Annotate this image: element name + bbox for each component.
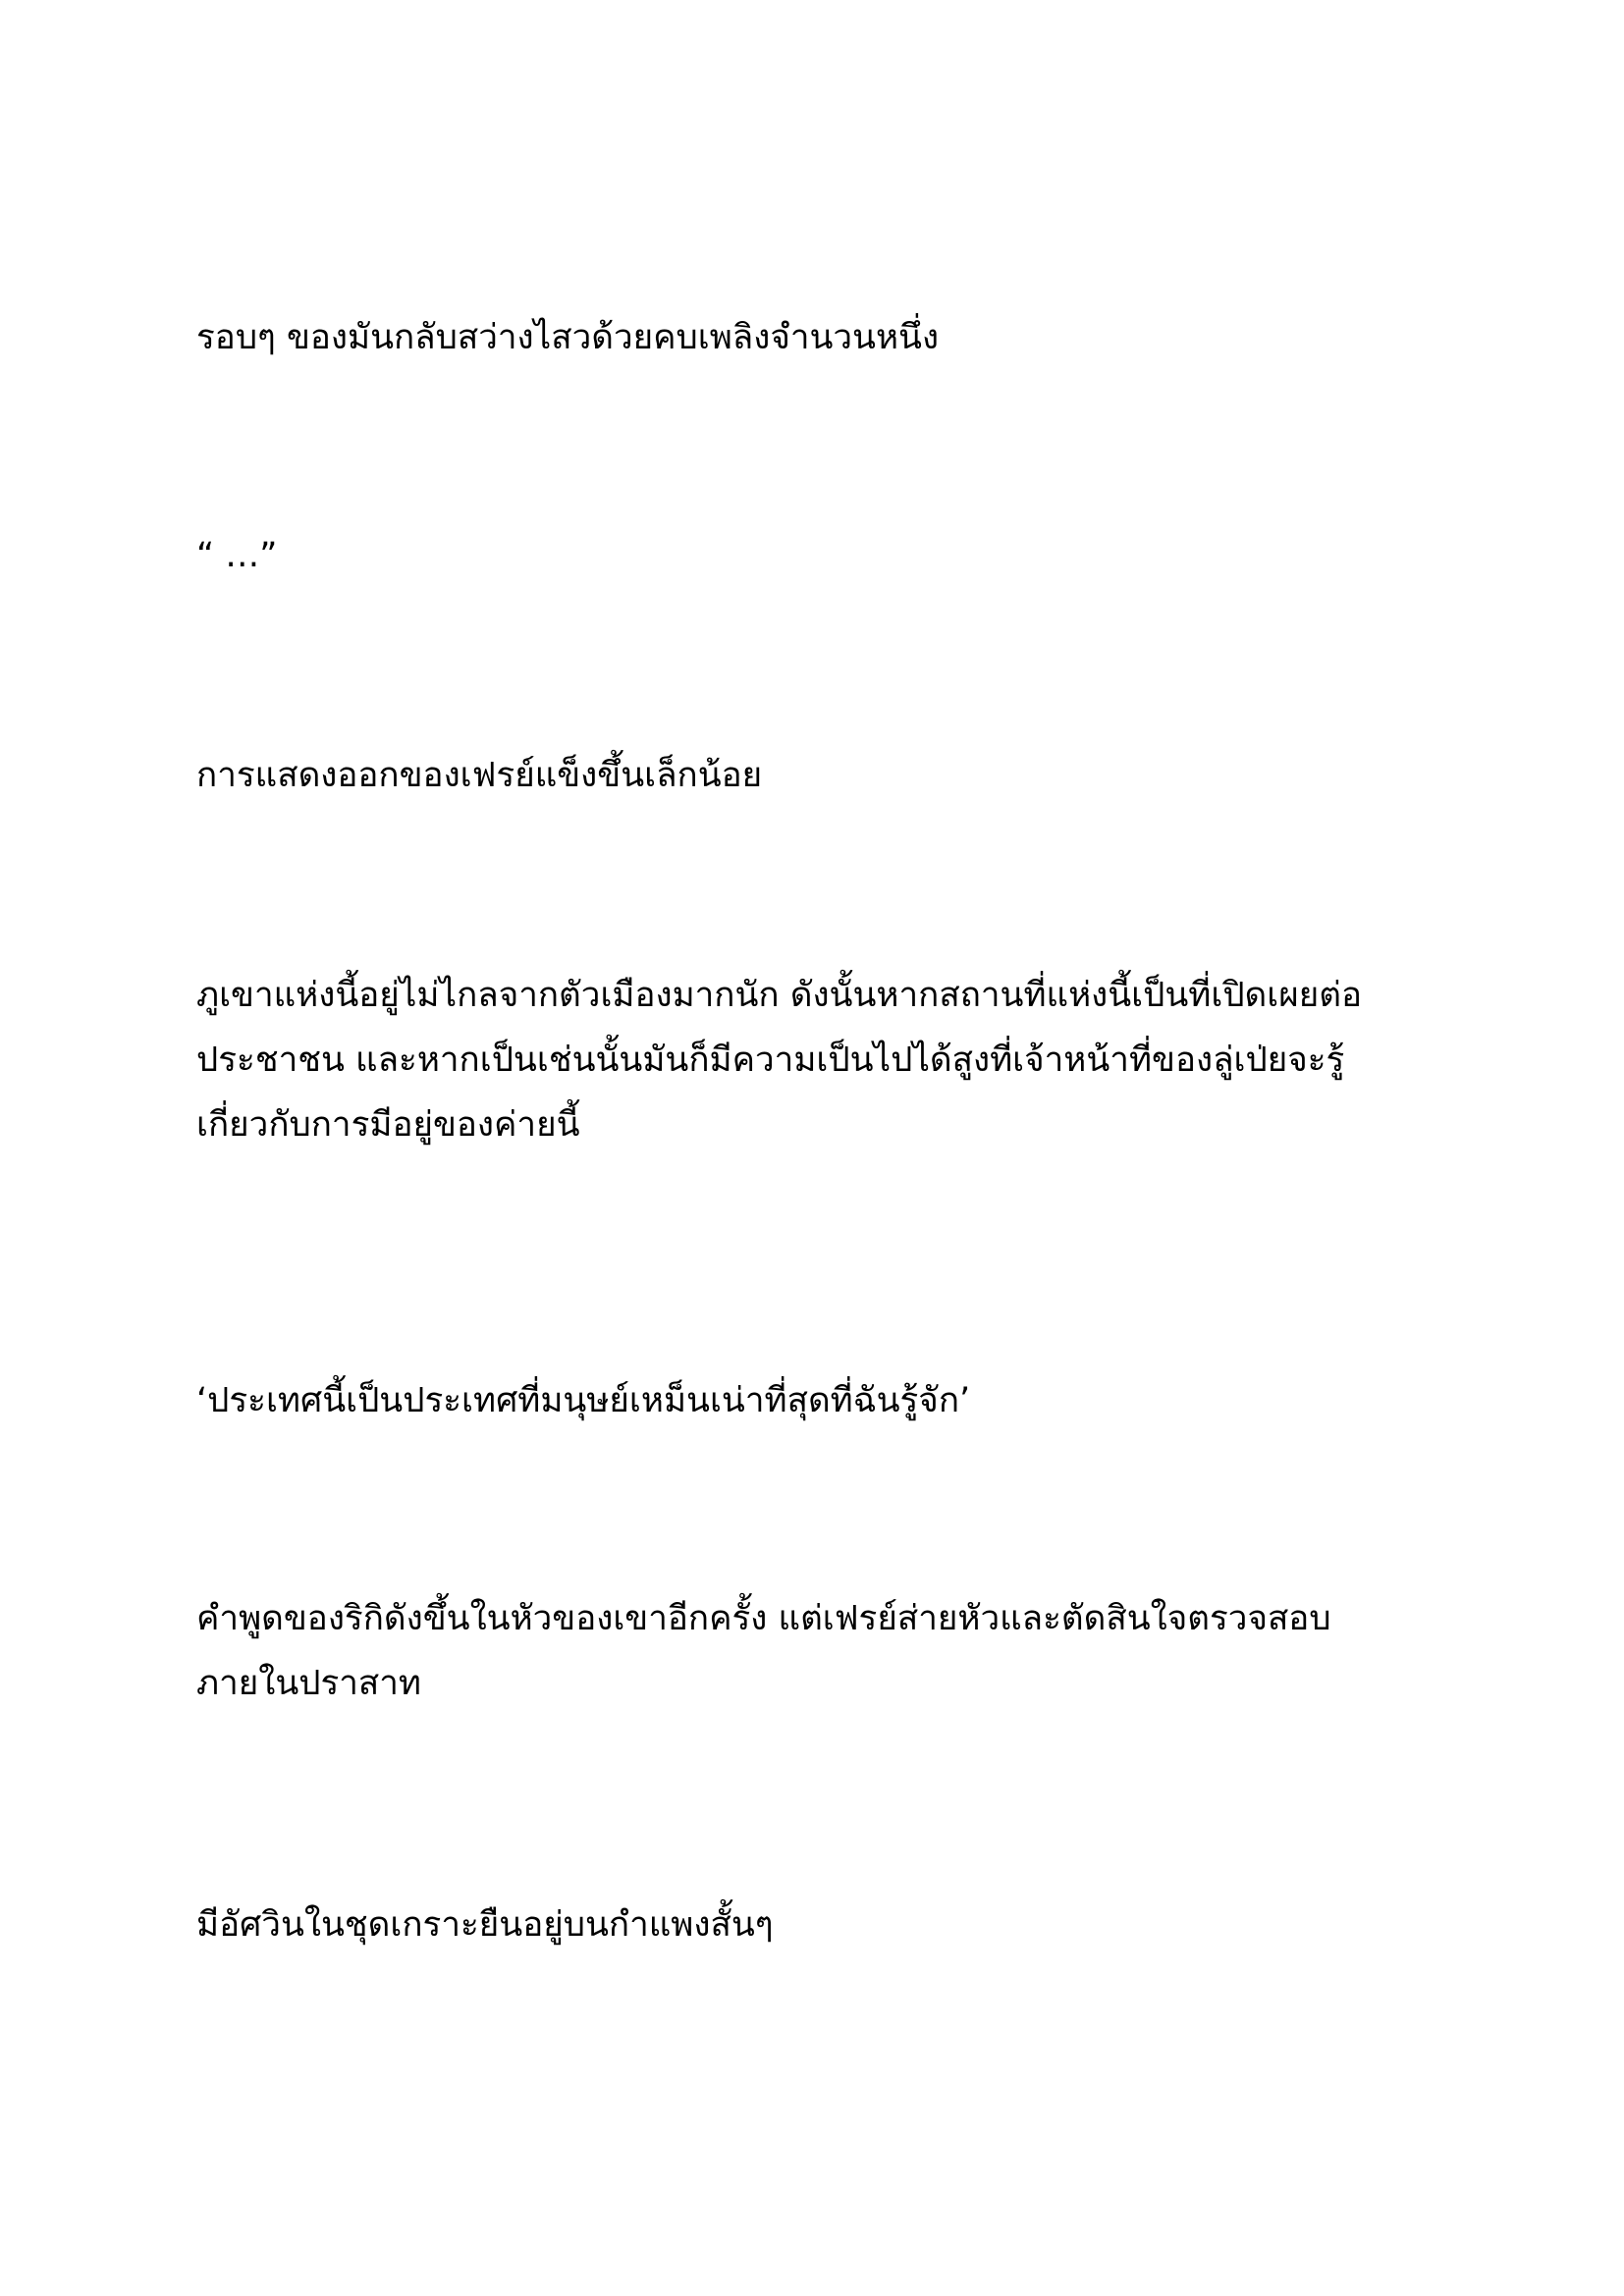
paragraph-knight <box>196 1893 1434 1957</box>
text-line: “ …” <box>196 536 278 575</box>
paragraph-torches <box>196 305 1434 370</box>
text-line: คำพูดของริกิดังขึ้นในหัวของเขาอีกครั้ง แต่เฟรย์ส่ายหัวและตัดสินใจตรวจสอบ <box>196 1599 1331 1638</box>
text-line: เกี่ยวกับการมีอยู่ของค่ายนี้ <box>196 1105 580 1145</box>
text-line: ภายในปราสาท <box>196 1664 422 1703</box>
text-line: มีอัศวินในชุดเกราะยืนอยู่บนกำแพงสั้นๆ <box>196 1905 774 1945</box>
paragraph-ellipsis-quote <box>196 523 1434 588</box>
text-line: ‘ประเทศนี้เป็นประเทศที่มนุษย์เหม็นเน่าที่สุดที่ฉันรู้จัก’ <box>196 1381 971 1420</box>
paragraph-expression <box>196 743 1434 808</box>
text-line: การแสดงออกของเฟรย์แข็งขึ้นเล็กน้อย <box>196 756 763 795</box>
text-line: ประชาชน และหากเป็นเช่นนั้นมันก็มีความเป็นไปได้สูงที่เจ้าหน้าที่ของลู่เป่ยจะรู้ <box>196 1041 1345 1080</box>
text-line: ภูเขาแห่งนี้อยู่ไม่ไกลจากตัวเมืองมากนัก ดังนั้นหากสถานที่แห่งนี้เป็นที่เปิดเผยต่อ <box>196 976 1362 1015</box>
paragraph-riki-words <box>196 1586 1434 1716</box>
text-line: รอบๆ ของมันกลับสว่างไสวด้วยคบเพลิงจำนวนหนึ่ง <box>196 318 940 357</box>
paragraph-country-quote <box>196 1368 1434 1433</box>
paragraph-mountain <box>196 963 1434 1157</box>
